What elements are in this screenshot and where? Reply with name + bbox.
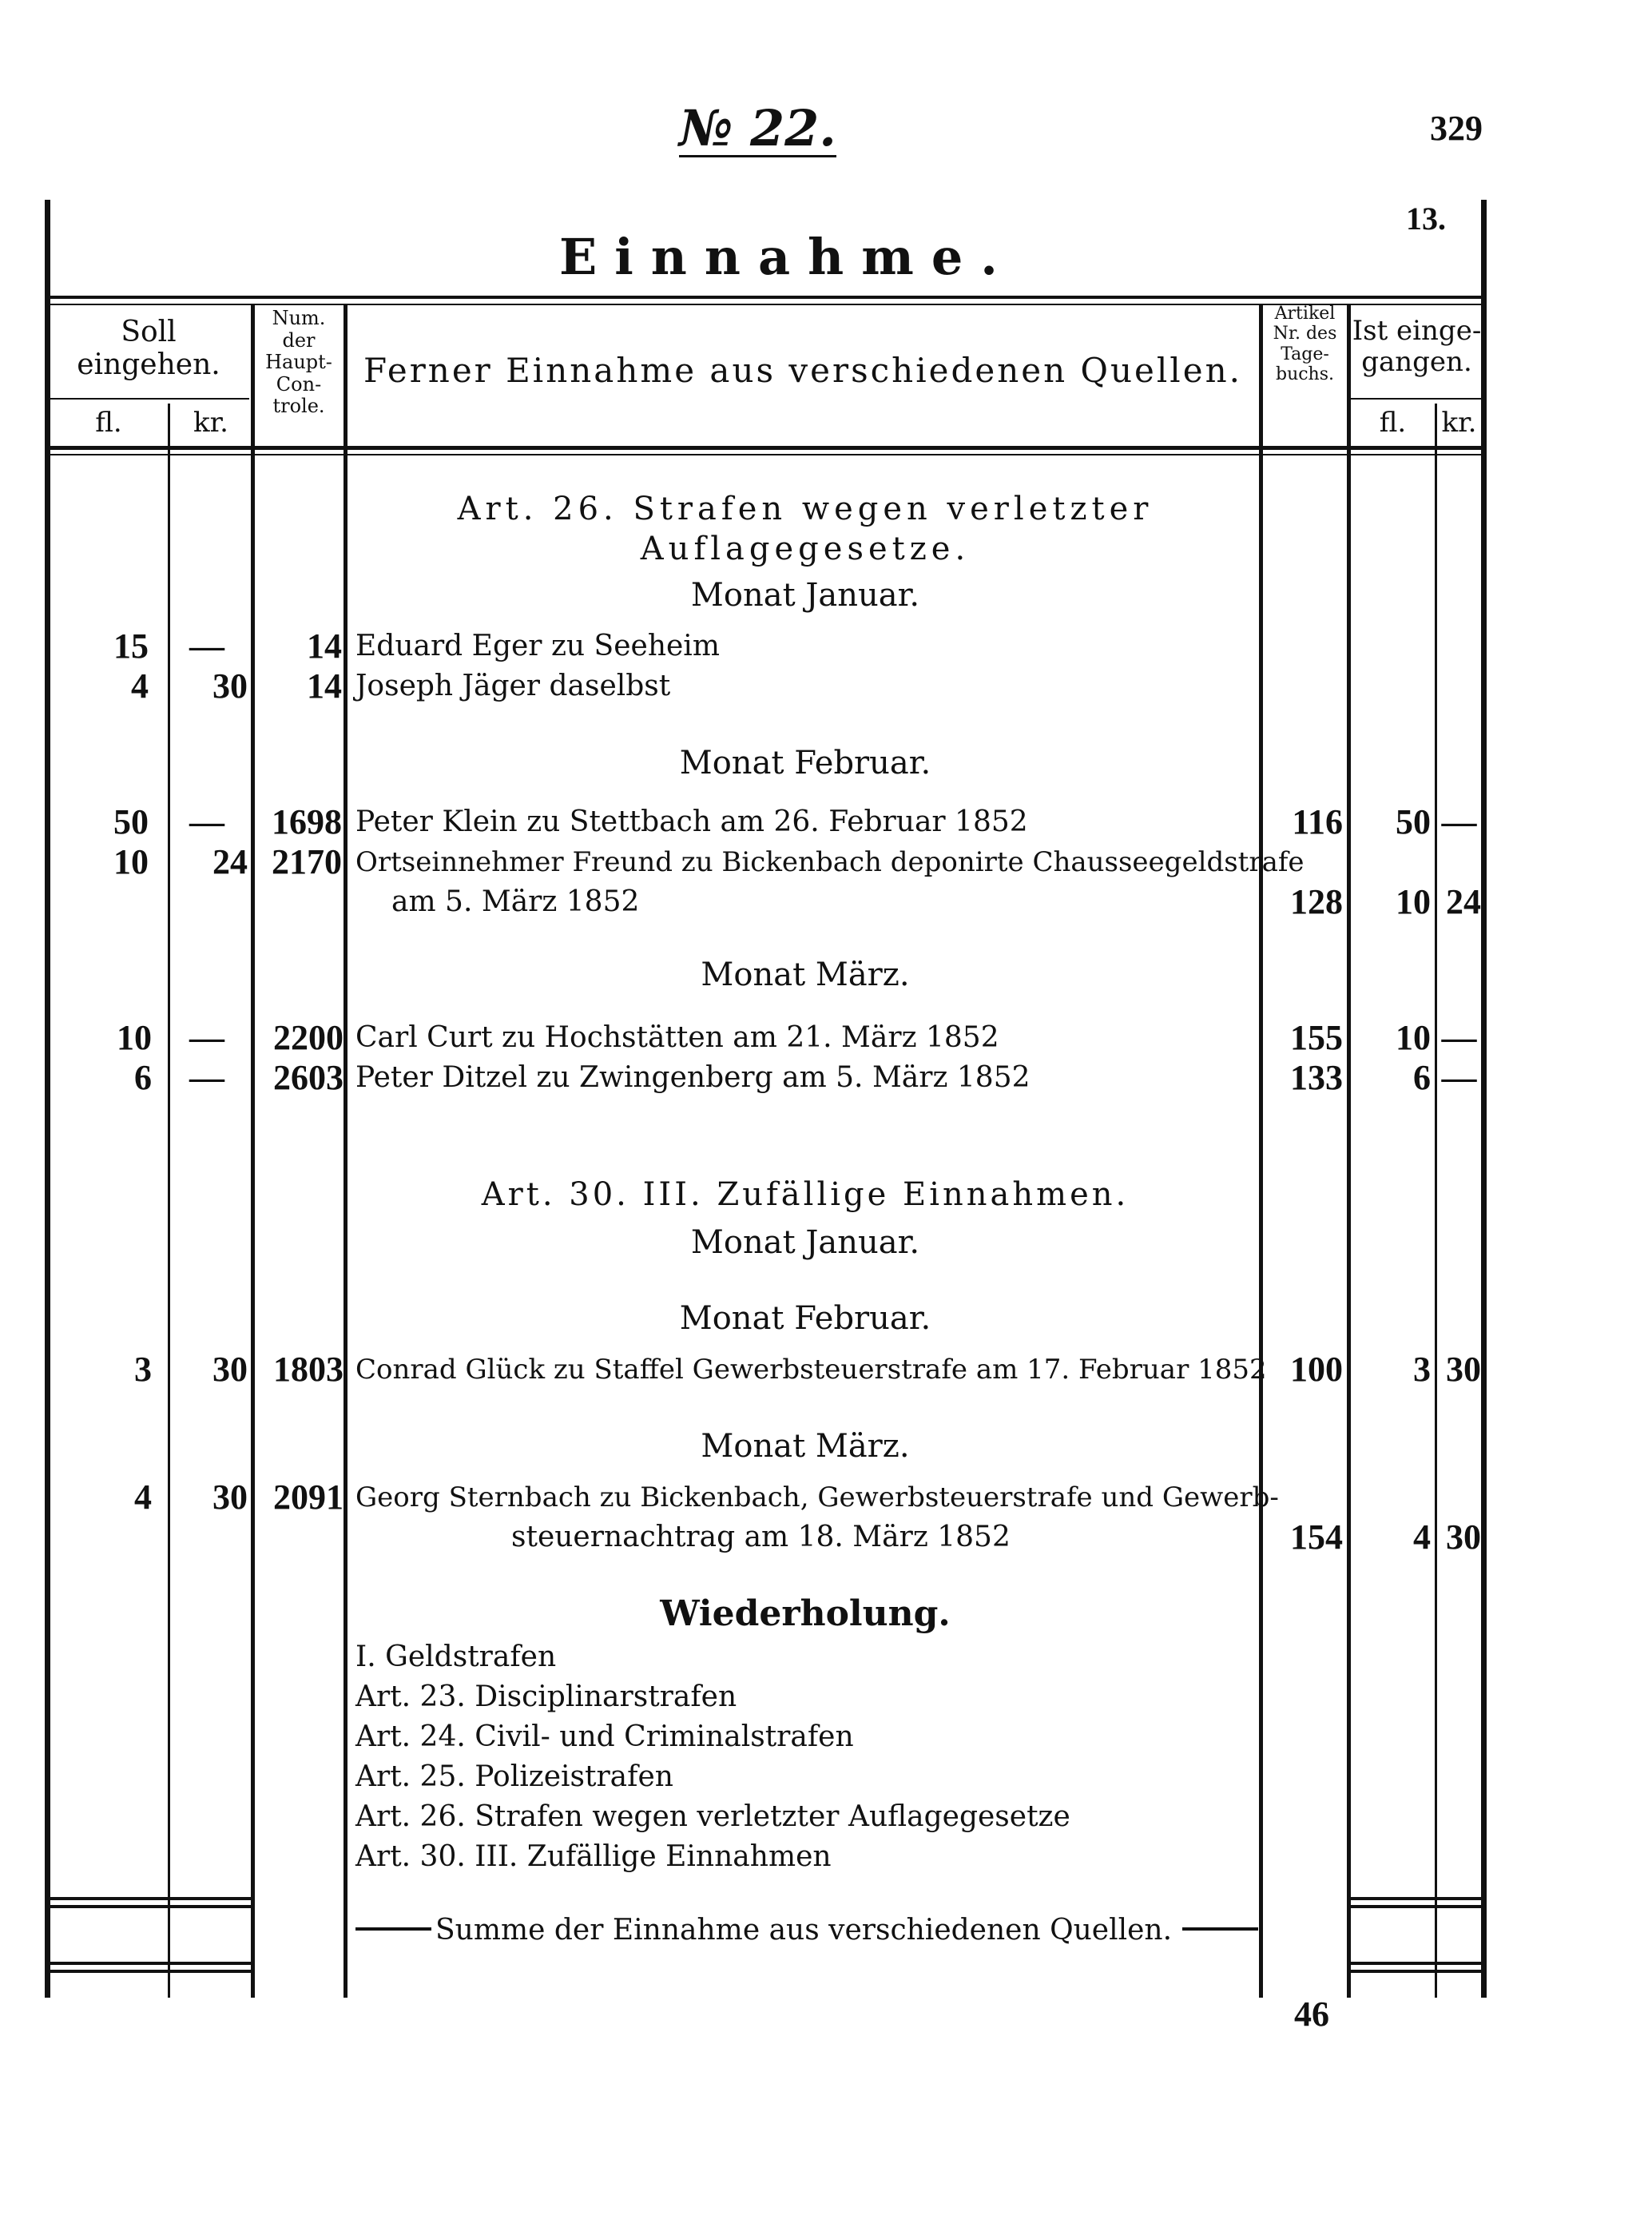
num-hauptcontrole: 2091 (273, 1477, 344, 1517)
soll-kr: 30 (212, 1477, 248, 1517)
total-rule (1350, 1970, 1483, 1973)
ist-subhead-rule (1350, 398, 1483, 400)
col-sep-main-art (1259, 304, 1263, 1998)
col-head-fl: fl. (95, 407, 122, 439)
ist-kr: 30 (1446, 1350, 1481, 1389)
col-head-ist: Ist einge-gangen. (1352, 315, 1482, 379)
total-label: Summe der Einnahme aus verschiedenen Quellen. (435, 1914, 1173, 1947)
month-heading: Monat Februar. (679, 745, 931, 781)
ist-fl: 3 (1413, 1350, 1431, 1389)
recap-item: Art. 26. Strafen wegen verletzter Auflagegesetze (355, 1800, 1070, 1833)
soll-fl: 4 (134, 1477, 152, 1517)
footer-number: 46 (1294, 1994, 1329, 2034)
col-sep-ist-fl-kr (1435, 404, 1437, 1998)
ist-kr: 24 (1446, 882, 1481, 921)
month-heading: Monat Februar. (679, 1300, 931, 1337)
header-rule-bottom (48, 446, 1486, 450)
col-sep-kr-num (251, 304, 255, 1998)
header-rule-bottom-2 (48, 454, 1486, 455)
sheet-number: 13. (1406, 201, 1446, 237)
recap-item: Art. 25. Polizeistrafen (355, 1760, 673, 1793)
ist-kr: — (1441, 802, 1477, 841)
page-title: Einnahme. (559, 228, 1015, 286)
total-rule (48, 1897, 252, 1900)
col-head-artikel: Artikel Nr. des Tage-buchs. (1273, 304, 1337, 384)
col-sep-num-main (344, 304, 347, 1998)
month-heading: Monat März. (701, 956, 910, 993)
soll-fl: 50 (113, 802, 149, 841)
soll-fl: 10 (117, 1018, 152, 1057)
frame-left (45, 200, 50, 1998)
entry-text: Georg Sternbach zu Bickenbach, Gewerbsteuerstrafe und Gewerb- (355, 1481, 1279, 1513)
artikel-nr: 154 (1290, 1517, 1343, 1557)
soll-fl: 4 (131, 666, 149, 706)
total-leader-right (1182, 1927, 1258, 1931)
soll-kr: — (189, 1018, 224, 1057)
entry-text: Joseph Jäger daselbst (355, 670, 671, 702)
soll-kr: — (189, 1058, 224, 1097)
ist-kr: — (1441, 1058, 1477, 1097)
recap-item: Art. 30. III. Zufällige Einnahmen (355, 1840, 832, 1873)
soll-kr: 24 (212, 842, 248, 881)
total-rule (48, 1962, 252, 1965)
num-hauptcontrole: 14 (307, 666, 342, 706)
col-sep-fl-kr (168, 404, 170, 1998)
ist-fl: 6 (1413, 1058, 1431, 1097)
total-rule (48, 1905, 252, 1908)
entry-text: Eduard Eger zu Seeheim (355, 630, 720, 662)
col-sep-art-ist (1347, 304, 1351, 1998)
artikel-nr: 128 (1290, 882, 1343, 921)
soll-fl: 15 (113, 626, 149, 666)
col-head-num: Num. der Haupt-Con-trole. (265, 307, 332, 418)
month-heading: Monat Januar. (690, 1224, 920, 1261)
num-hauptcontrole: 2603 (273, 1058, 344, 1097)
ist-fl: 10 (1396, 882, 1431, 921)
entry-text: Peter Klein zu Stettbach am 26. Februar 1852 (355, 805, 1028, 838)
col-head-ist-kr: kr. (1441, 407, 1477, 439)
month-heading: Monat Januar. (690, 577, 920, 614)
col-head-kr: kr. (193, 407, 228, 439)
total-rule (1350, 1905, 1483, 1908)
entry-text-continued: am 5. März 1852 (391, 885, 640, 918)
section-title-art26-line2: Auflagegesetze. (640, 531, 971, 567)
soll-fl: 3 (134, 1350, 152, 1389)
entry-text: Carl Curt zu Hochstätten am 21. März 1852 (355, 1021, 999, 1054)
recap-title: Wiederholung. (660, 1593, 951, 1634)
num-hauptcontrole: 2200 (273, 1018, 344, 1057)
soll-fl: 10 (113, 842, 149, 881)
ist-fl: 4 (1413, 1517, 1431, 1557)
entry-text-continued: steuernachtrag am 18. März 1852 (511, 1521, 1011, 1553)
num-hauptcontrole: 1698 (272, 802, 342, 841)
soll-fl: 6 (134, 1058, 152, 1097)
col-head-soll: Soll eingehen. (77, 316, 220, 382)
section-title-art30: Art. 30. III. Zufällige Einnahmen. (481, 1176, 1130, 1213)
col-head-main: Ferner Einnahme aus verschiedenen Quellen. (363, 351, 1242, 390)
total-rule (48, 1970, 252, 1973)
soll-kr: — (189, 626, 224, 666)
ist-fl: 10 (1396, 1018, 1431, 1057)
document-number: № 22. (679, 99, 836, 157)
entry-text: Conrad Glück zu Staffel Gewerbsteuerstrafe am 17. Februar 1852 (355, 1354, 1267, 1386)
soll-kr: — (189, 802, 224, 841)
recap-item: I. Geldstrafen (355, 1640, 557, 1673)
entry-text: Peter Ditzel zu Zwingenberg am 5. März 1852 (355, 1061, 1031, 1094)
soll-kr: 30 (212, 666, 248, 706)
num-hauptcontrole: 2170 (272, 842, 342, 881)
artikel-nr: 100 (1290, 1350, 1343, 1389)
recap-item: Art. 24. Civil- und Criminalstrafen (355, 1720, 854, 1753)
soll-kr: 30 (212, 1350, 248, 1389)
month-heading: Monat März. (701, 1428, 910, 1465)
header-rule-top (48, 296, 1486, 299)
col-head-ist-fl: fl. (1379, 407, 1407, 439)
ist-kr: 30 (1446, 1517, 1481, 1557)
artikel-nr: 116 (1292, 802, 1343, 841)
artikel-nr: 155 (1290, 1018, 1343, 1057)
ist-fl: 50 (1396, 802, 1431, 841)
artikel-nr: 133 (1290, 1058, 1343, 1097)
page-number: 329 (1430, 109, 1483, 148)
num-hauptcontrole: 1803 (273, 1350, 344, 1389)
ist-kr: — (1441, 1018, 1477, 1057)
total-rule (1350, 1962, 1483, 1965)
frame-right (1481, 200, 1487, 1998)
num-hauptcontrole: 14 (307, 626, 342, 666)
total-leader-left (355, 1927, 431, 1931)
recap-item: Art. 23. Disciplinarstrafen (355, 1680, 737, 1713)
section-title-art26: Art. 26. Strafen wegen verletzter (457, 491, 1154, 527)
entry-text: Ortseinnehmer Freund zu Bickenbach deponirte Chausseegeldstrafe (355, 846, 1305, 878)
soll-subhead-rule (48, 398, 249, 400)
total-rule (1350, 1897, 1483, 1900)
